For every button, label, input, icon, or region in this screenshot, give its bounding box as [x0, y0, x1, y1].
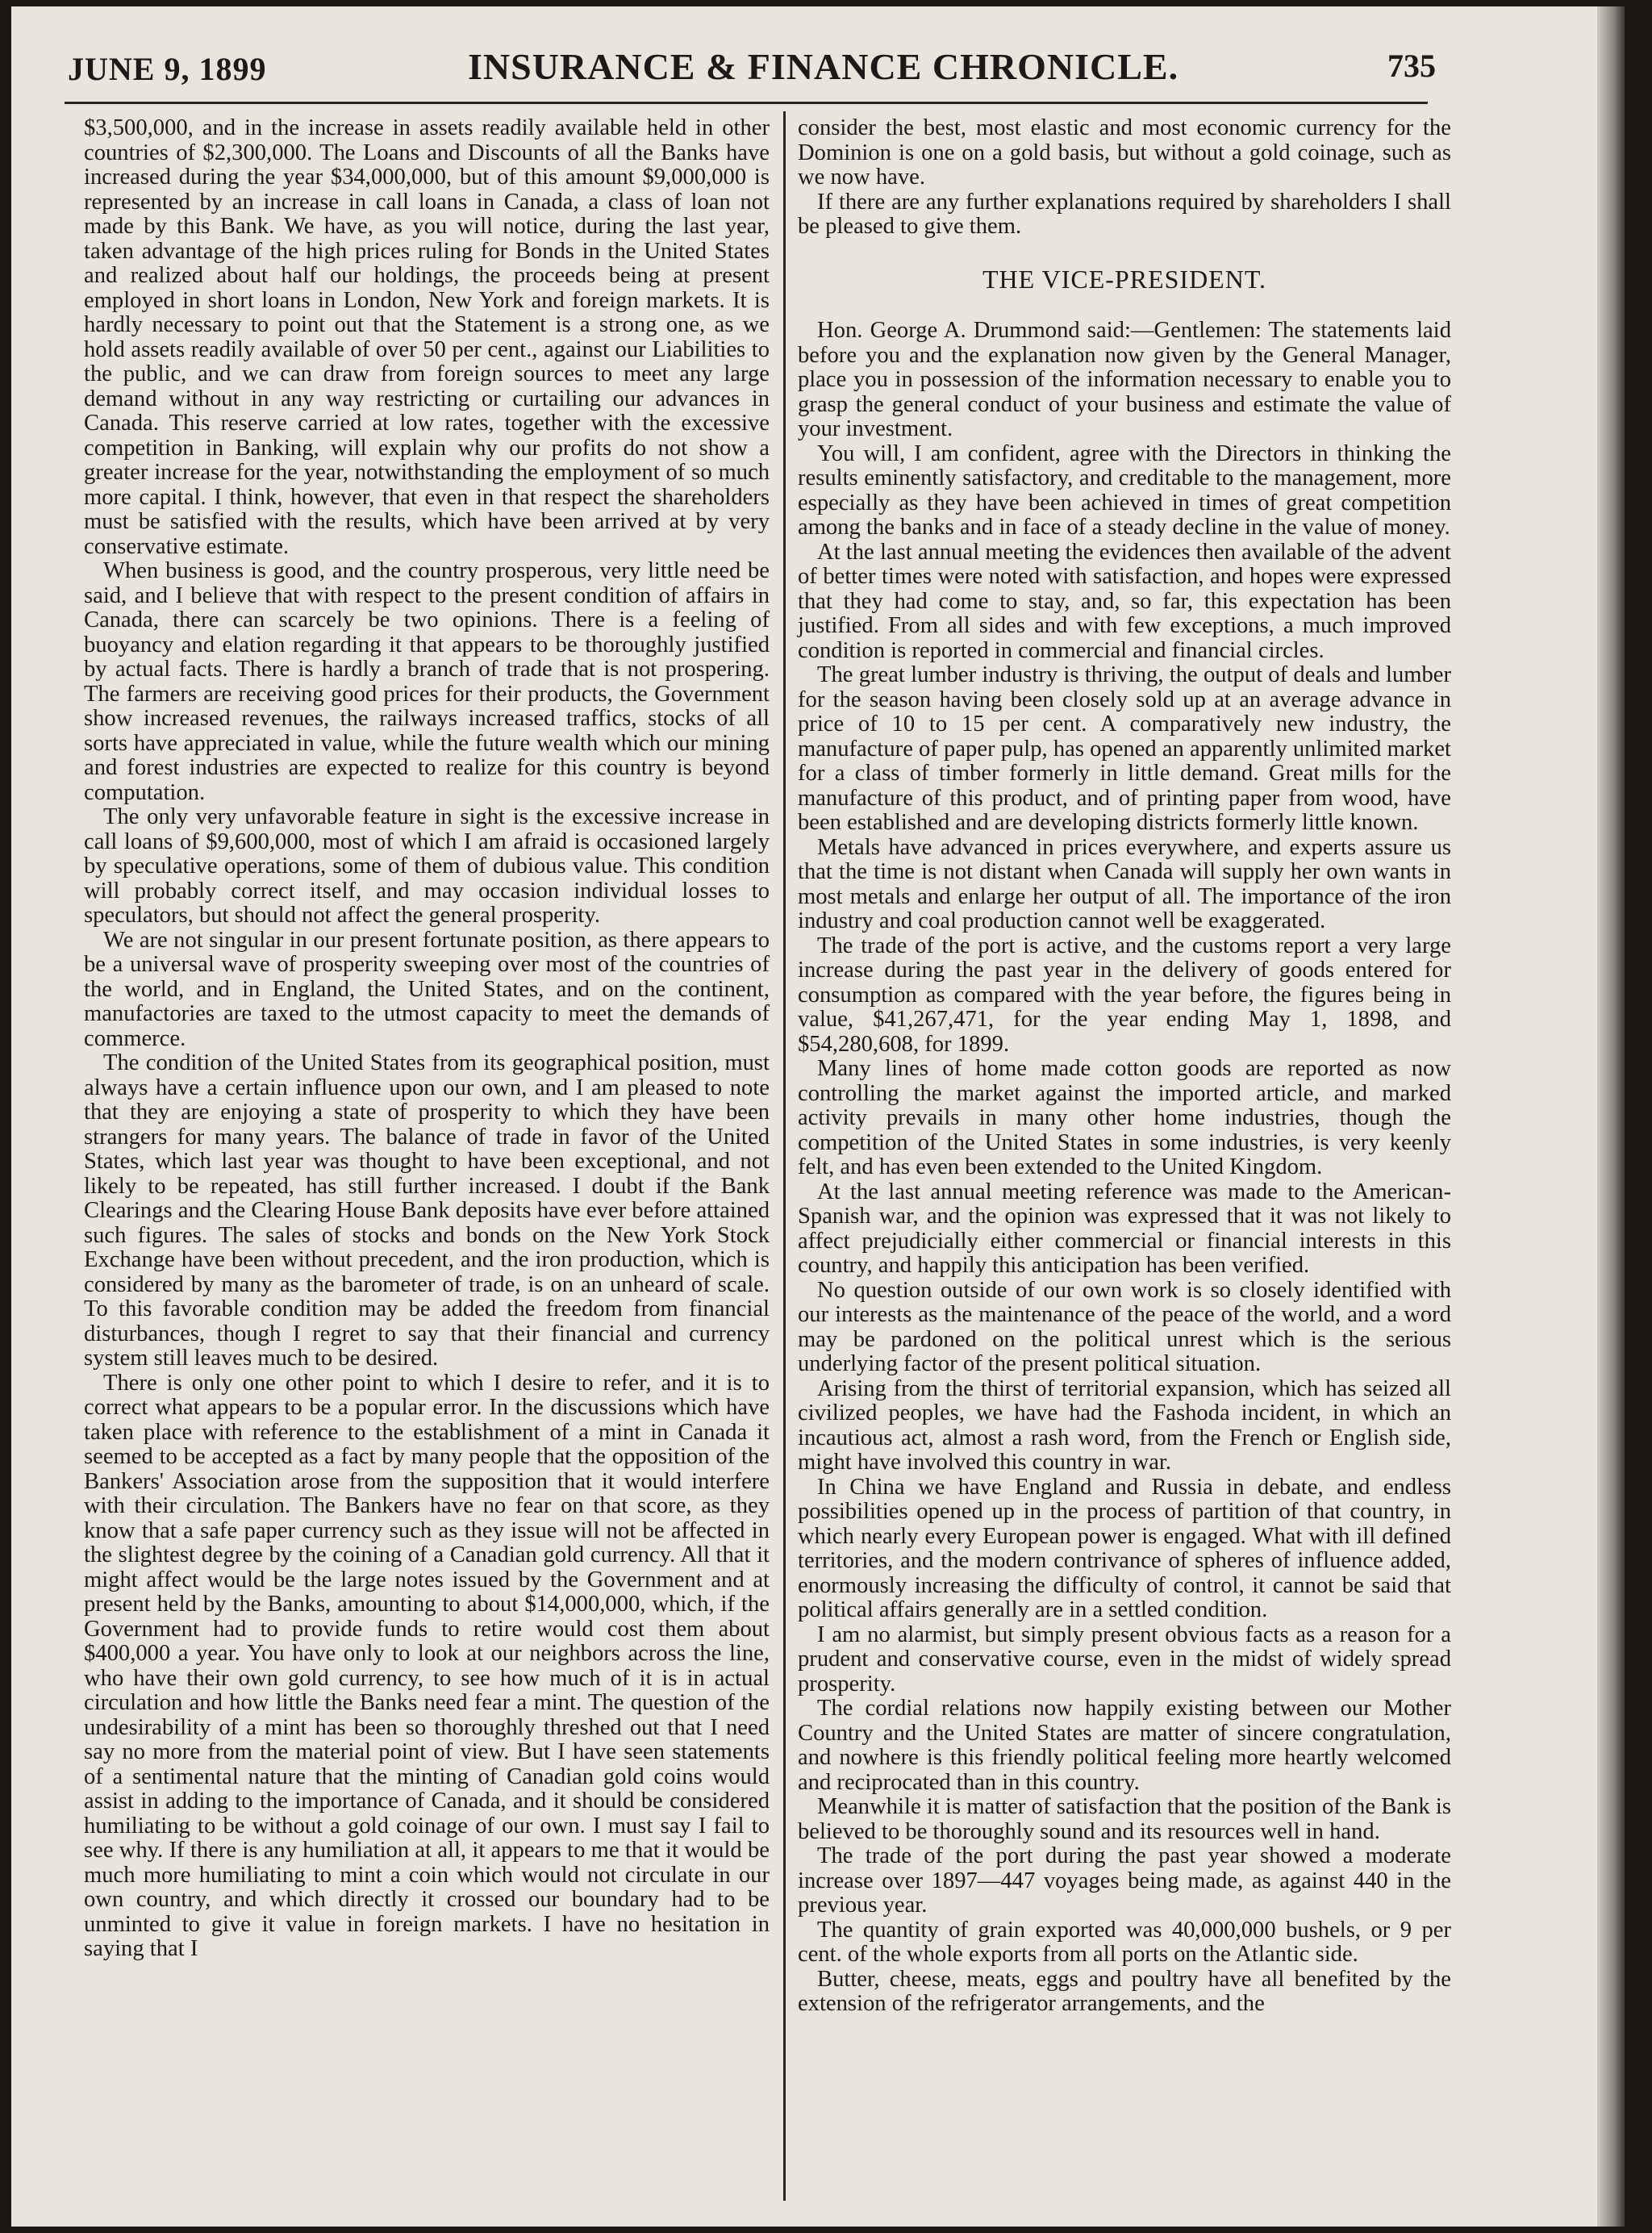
right-paragraph: No question outside of our own work is so closely identified with our interests as the maintenance of the peace of the world, and a word may be pardoned on the political unrest which is the serious underlying factor of the present political situation.	[798, 1277, 1451, 1376]
page-number: 735	[1387, 48, 1436, 84]
left-column	[84, 116, 770, 1962]
right-paragraph: Metals have advanced in prices everywhere, and experts assure us that the time is not distant when Canada will supply her own wants in most metals and enlarge her output of all. The importance of the iron industry and coal production cannot well be exaggerated.	[798, 834, 1451, 933]
right-paragraph: The cordial relations now happily existing between our Mother Country and the United States are matter of sincere congratulation, and nowhere is this friendly political feeling more heartly welcomed and reciprocated than in this country.	[798, 1696, 1451, 1795]
newspaper-page	[11, 6, 1625, 2227]
right-paragraph: Many lines of home made cotton goods are reported as now controlling the market against the imported article, and marked activity prevails in many other home industries, though the competition of the United States in some industries, is very keenly felt, and has even been extended to the United Kingdom.	[798, 1056, 1451, 1179]
right-paragraph: The trade of the port during the past year showed a moderate increase over 1897—447 voyages being made, as against 440 in the previous year.	[798, 1843, 1451, 1918]
left-paragraph: The condition of the United States from its geographical position, must always have a certain influence upon our own, and I am pleased to note that they are enjoying a state of prosperity to which they have been strangers for many years. The balance of trade in favor of the United States, which last year was thought to have been exceptional, and not likely to be repeated, has still further increased. I doubt if the Bank Clearings and the Clearing House Bank deposits have ever before attained such figures. The sales of stocks and bonds on the New York Stock Exchange have been without precedent, and the iron production, which is considered by many as the barometer of trade, is on an unheard of scale. To this favorable condition may be added the freedom from financial disturbances, though I regret to say that their financial and currency system still leaves much to be desired.	[84, 1050, 770, 1371]
right-paragraph: You will, I am confident, agree with the Directors in thinking the results eminently satisfactory, and creditable to the management, more especially as they have been achieved in times of great competition among the banks and in face of a steady decline in the value of money.	[798, 440, 1451, 540]
right-paragraph: At the last annual meeting the evidences then available of the advent of better times were noted with satisfaction, and hopes were expressed that they had come to stay, and, so far, this expectation has been justified. From all sides and with few exceptions, a much improved condition is reported in commercial and financial circles.	[798, 539, 1451, 663]
right-paragraph: Arising from the thirst of territorial expansion, which has seized all civilized peoples, we have had the Fashoda incident, in which an incautious act, almost a rash word, from the French or English side, might have involved this country in war.	[798, 1375, 1451, 1475]
left-paragraph: There is only one other point to which I desire to refer, and it is to correct what appears to be a popular error. In the discussions which have taken place with reference to the establishment of a mint in Canada it seemed to be accepted as a fact by many people that the opposition of the Bankers' Association arose from the supposition that it would interfere with their circulation. The Bankers have no fear on that score, as they know that a safe paper currency such as they issue will not be affected in the slightest degree by the coining of a Canadian gold currency. All that it might affect would be the large notes issued by the Government and at present held by the Banks, amounting to about $14,000,000, which, if the Government had to provide funds to retire would cost them about $400,000 a year. You have only to look at our neighbors across the line, who have their own gold currency, to see how much of it is in actual circulation and how little the Banks need fear a mint. The question of the undesirability of a mint has been so thoroughly threshed out that I need say no more from the material point of view. But I have seen statements of a sentimental nature that the minting of Canadian gold coins would assist in adding to the importance of Canada, and it should be considered humiliating to be without a gold coinage of our own. I must say I fail to see why. If there is any humiliation at all, it appears to me that it would be much more humiliating to mint a coin which would not circulate in our own country, and which directly it crossed our boundary had to be unminted to give it value in foreign markets. I have no hesitation in saying that I	[84, 1370, 770, 1961]
left-paragraph: The only very unfavorable feature in sight is the excessive increase in call loans of $9,600,000, most of which I am afraid is occasioned largely by speculative operations, some of them of dubious value. This condition will probably correct itself, and may occasion individual losses to speculators, but should not affect the general prosperity.	[84, 804, 770, 928]
right-paragraph: In China we have England and Russia in debate, and endless possibilities opened up in the process of partition of that country, in which nearly every European power is engaged. What with ill defined territories, and the modern contrivance of spheres of influence added, enormously increasing the difficulty of control, it cannot be said that political affairs generally are in a settled condition.	[798, 1474, 1451, 1622]
right-paragraph: Butter, cheese, meats, eggs and poultry have all benefited by the extension of the refrigerator arrangements, and the	[798, 1966, 1451, 2016]
right-column	[798, 116, 1451, 2017]
right-paragraph: Hon. George A. Drummond said:—Gentlemen: The statements laid before you and the explanation now given by the General Manager, place you in possession of the information necessary to enable you to grasp the general conduct of your business and estimate the value of your investment.	[798, 318, 1451, 441]
right-paragraph: consider the best, most elastic and most economic currency for the Dominion is one on a gold basis, but without a gold coinage, such as we now have.	[798, 115, 1451, 190]
section-heading: THE VICE-PRESIDENT.	[982, 264, 1266, 294]
right-paragraph: The great lumber industry is thriving, the output of deals and lumber for the season having been closely sold up at an average advance in price of 10 to 15 per cent. A comparatively new industry, the manufacture of paper pulp, has opened an apparently unlimited market for a class of timber formerly in little demand. Great mills for the manufacture of this product, and of printing paper from wood, have been established and are developing districts formerly little known.	[798, 662, 1451, 835]
header-date: JUNE 9, 1899	[68, 51, 267, 87]
publication-title: INSURANCE & FINANCE CHRONICLE.	[468, 46, 1179, 87]
right-paragraph: If there are any further explanations required by shareholders I shall be pleased to give them.	[798, 189, 1451, 239]
left-paragraph: We are not singular in our present fortunate position, as there appears to be a universal wave of prosperity sweeping over most of the countries of the world, and in England, the United States, and on the continent, manufactories are taxed to the utmost capacity to meet the demands of commerce.	[84, 927, 770, 1051]
header-rule	[65, 102, 1428, 104]
left-paragraph: $3,500,000, and in the increase in assets readily available held in other countries of $2,300,000. The Loans and Discounts of all the Banks have increased during the year $34,000,000, but of this amount $9,000,000 is represented by an increase in call loans in Canada, a class of loan not made by this Bank. We have, as you will notice, during the last year, taken advantage of the high prices ruling for Bonds in the United States and realized about half our holdings, the proceeds being at present employed in short loans in London, New York and foreign markets. It is hardly necessary to point out that the Statement is a strong one, as we hold assets readily available of over 50 per cent., against our Liabilities to the public, and we can draw from foreign sources to meet any large demand without in any way restricting or curtailing our advances in Canada. This reserve carried at low rates, together with the excessive competition in Banking, will explain why our profits do not show a greater increase for the year, notwithstanding the employment of so much more capital. I think, however, that even in that respect the shareholders must be satisfied with the results, which have been arrived at by very conservative estimate.	[84, 115, 770, 559]
right-paragraph: The trade of the port is active, and the customs report a very large increase during the past year in the delivery of goods entered for consumption as compared with the year before, the figures being in value, $41,267,471, for the year ending May 1, 1898, and $54,280,608, for 1899.	[798, 933, 1451, 1057]
right-paragraph: At the last annual meeting reference was made to the American-Spanish war, and the opinion was expressed that it was not likely to affect prejudicially either commercial or financial interests in this country, and happily this anticipation has been verified.	[798, 1179, 1451, 1278]
page-binding-edge	[1597, 6, 1625, 2227]
left-paragraph: When business is good, and the country prosperous, very little need be said, and I believe that with respect to the present condition of affairs in Canada, there can scarcely be two opinions. There is a feeling of buoyancy and elation regarding it that appears to be thoroughly justified by actual facts. There is hardly a branch of trade that is not prospering. The farmers are receiving good prices for their products, the Government show increased revenues, the railways increased traffics, stocks of all sorts have appreciated in value, while the future wealth which our mining and forest industries are expected to realize for this country is beyond computation.	[84, 558, 770, 805]
column-divider	[783, 111, 786, 2201]
right-paragraph: Meanwhile it is matter of satisfaction that the position of the Bank is believed to be thoroughly sound and its resources well in hand.	[798, 1794, 1451, 1844]
right-paragraph: I am no alarmist, but simply present obvious facts as a reason for a prudent and conservative course, even in the midst of widely spread prosperity.	[798, 1622, 1451, 1697]
page-header	[56, 39, 1436, 95]
right-paragraph: The quantity of grain exported was 40,000,000 bushels, or 9 per cent. of the whole exports from all ports on the Atlantic side.	[798, 1917, 1451, 1967]
